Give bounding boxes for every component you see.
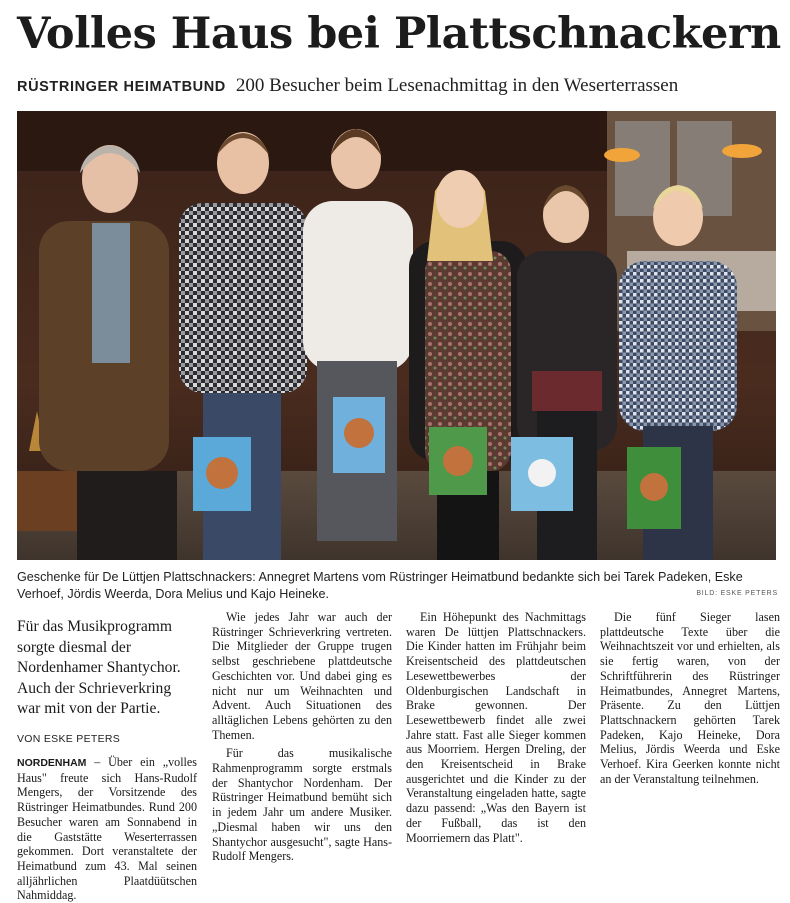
body-paragraph-2: Wie jedes Jahr war auch der Rüstringer Schrieverkring vertreten. Die Mitglieder der Gruppe trugen selbst geschriebene plattdeutsche Geschichten vor. Und dabei ging es nicht nur um Weihnachten und Advent. Auch Situationen des alltäglichen Lebens gehörten zu den Themen.: [212, 610, 392, 742]
body-column-1: [17, 755, 197, 903]
body-paragraph-4: Ein Höhepunkt des Nachmittags waren De lüttjen Plattschnackers. Die Kinder hatten im Frühjahr beim Kreisentscheid des plattdeutschen Lesewettbewerbes der Oldenburgischen Landschaft in Brake gewonnen. Der Lesewettbewerb findet alle zwei Jahre statt. Fast alle Sieger kommen aus Moorriem. Hergen Dreling, der den Kreisentscheid in Brake ausgerichtet und die Kinder zu der Veranstaltung eingeladen hatte, sagte dazu passend: „Was den Bayern ist der Fußball, das ist den Moorriemern das Platt".: [406, 610, 586, 845]
dateline-place: NORDENHAM: [17, 757, 87, 769]
article-kicker: RÜSTRINGER HEIMATBUND: [17, 79, 226, 95]
article-lead: Für das Musikprogramm sorgte diesmal der Nordenhamer Shantychor. Auch der Schrieverkring war mit von der Partie.: [17, 618, 181, 717]
body-column-3: [406, 610, 586, 845]
photo-caption: Geschenke für De Lüttjen Plattschnackers: Annegret Martens vom Rüstringer Heimatbund bedankte sich bei Tarek Padeken, Eske Verhoef, Jördis Weerda, Dora Melius und Kajo Heineke.: [17, 570, 743, 601]
body-paragraph-3: Für das musikalische Rahmenprogramm sorgte erstmals der Shantychor Nordenham. Der Rüstringer Heimatbund bemüht sich in jedem Jahr um andere Musiker. „Diesmal haben wir uns den Shantychor ausgesucht", sagte Hans-Rudolf Mengers.: [212, 746, 392, 864]
body-column-2: [212, 610, 392, 864]
article-photo: [17, 111, 776, 560]
group-photo-illustration: [17, 111, 776, 560]
body-paragraph-1: [17, 755, 197, 903]
article-subline: [17, 74, 787, 99]
body-paragraph-5: Die fünf Sieger lasen plattdeutsche Texte über die Weihnachtszeit vor und erhielten, als sie fertig waren, von der Schriftführerin des Rüstringer Heimatbundes, Annegret Martens, Präsente. Zu den Lüttjen Plattschnackern gehörten Tarek Padeken, Kajo Heineke, Dora Melius, Jördis Weerda und Eske Verhoef. Kira Geerken konnte nicht an der Veranstaltung teilnehmen.: [600, 610, 780, 786]
article-byline: VON ESKE PETERS: [17, 733, 121, 745]
body-paragraph-1-text: – Über ein „volles Haus" freute sich Hans-Rudolf Mengers, der Vorsitzende des Rüstringer Heimatbundes. Rund 200 Besucher waren am Sonnabend in die Gaststätte Weserterrassen gekommen. Dort veranstaltete der Heimatbund zum 43. Mal seinen alljährlichen Plaatdüütschen Nahmiddag.: [17, 755, 197, 903]
body-column-4: [600, 610, 780, 786]
article-subtitle: 200 Besucher beim Lesenachmittag in den Weserterrassen: [235, 75, 679, 96]
photo-credit: BILD: ESKE PETERS: [696, 590, 778, 597]
article-headline: Volles Haus bei Plattschnackern: [17, 9, 781, 59]
